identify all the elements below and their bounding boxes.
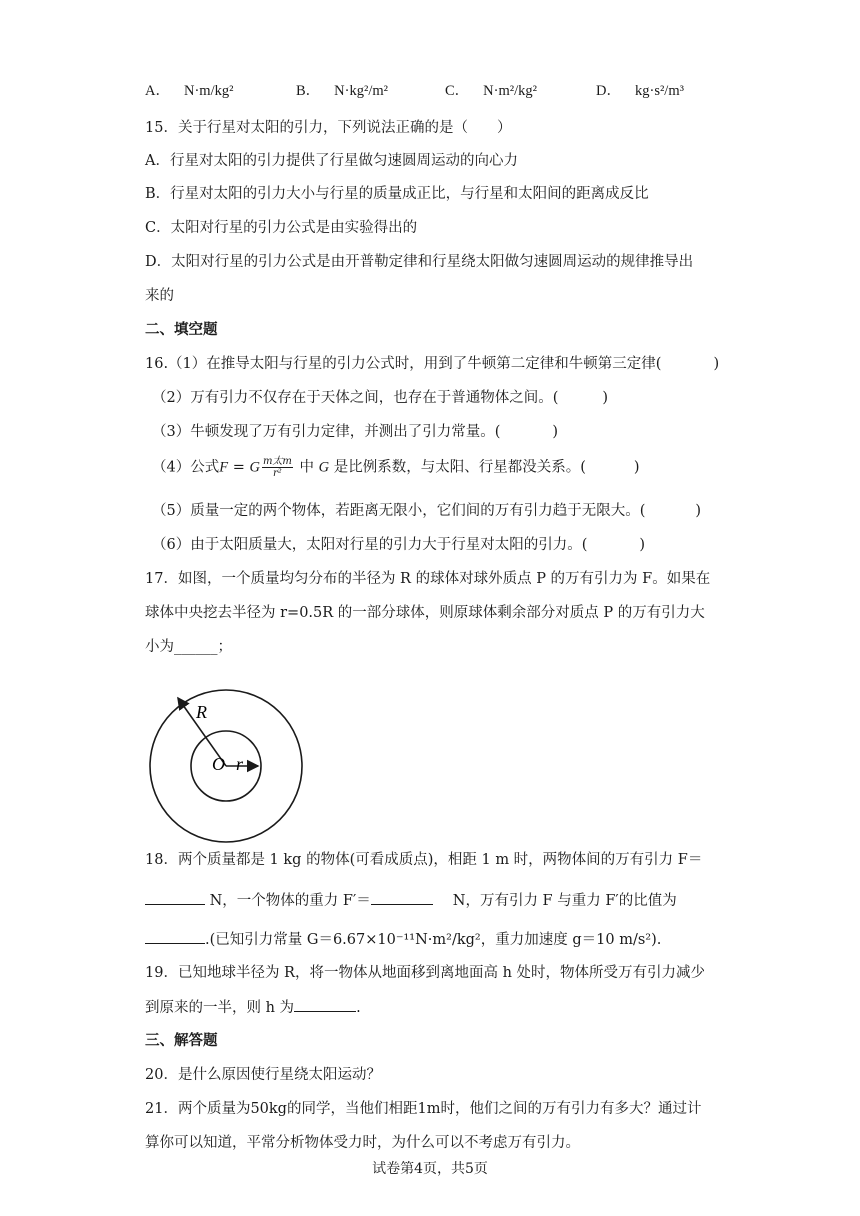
q15-option-d-cont: 来的	[145, 288, 174, 304]
q16-item-2: （2）万有引力不仅存在于天体之间，也存在于普通物体之间。( )	[152, 390, 609, 406]
section-fill-in-title: 二、填空题	[145, 321, 218, 338]
q16-item-4: （4）公式F = G $\frac{\text{m太m}}{\text{r²}}$ 中 G 是比例系数，与太阳、行星都没关系。( )	[152, 456, 640, 479]
q15-option-a: A．行星对太阳的引力提供了行星做匀速圆周运动的向心力	[145, 153, 518, 169]
q16-item-6: （6）由于太阳质量大，太阳对行星的引力大于行星对太阳的引力。( )	[152, 537, 646, 553]
q14-option-d: D． kg·s²/m³	[596, 83, 684, 99]
label-R: R	[196, 702, 207, 722]
q15-option-b: B．行星对太阳的引力大小与行星的质量成正比，与行星和太阳间的距离成反比	[145, 186, 649, 202]
sphere-diagram	[146, 686, 306, 846]
q16-item-5: （5）质量一定的两个物体，若距离无限小，它们间的万有引力趋于无限大。( )	[152, 503, 702, 519]
q21-line-2: 算你可以知道，平常分析物体受力时，为什么可以不考虑万有引力。	[145, 1135, 580, 1151]
q18-line-3: .(已知引力常量 G＝6.67×10⁻¹¹N·m²/kg²，重力加速度 g＝10 m/s²).	[145, 929, 661, 950]
formula-fraction: $\frac{\text{m太m}}{\text{r²}}$	[262, 456, 292, 479]
q14-option-b: B． N·kg²/m²	[296, 83, 388, 99]
label-r: r	[236, 754, 244, 774]
q15-stem: 15．关于行星对太阳的引力，下列说法正确的是（ ）	[145, 120, 512, 136]
answer-blank[interactable]	[145, 929, 205, 944]
answer-blank[interactable]	[145, 890, 205, 905]
q15-option-d: D．太阳对行星的引力公式是由开普勒定律和行星绕太阳做匀速圆周运动的规律推导出	[145, 254, 694, 270]
q16-item-3: （3）牛顿发现了万有引力定律，并测出了引力常量。( )	[152, 424, 559, 440]
q18-line-2: N，一个物体的重力 F′＝ N，万有引力 F 与重力 F′的比值为	[145, 890, 677, 911]
q19-line-1: 19．已知地球半径为 R，将一物体从地面移到离地面高 h 处时，物体所受万有引力减少	[145, 965, 706, 981]
section-answer-title: 三、解答题	[145, 1032, 218, 1049]
q17-line-1: 17．如图，一个质量均匀分布的半径为 R 的球体对球外质点 P 的万有引力为 F。如果在	[145, 571, 711, 587]
q17-line-2: 球体中央挖去半径为 r=0.5R 的一部分球体，则原球体剩余部分对质点 P 的万有引力大	[145, 605, 705, 621]
q14-option-c: C． N·m²/kg²	[445, 83, 537, 99]
page-footer: 试卷第4页，共5页	[372, 1161, 488, 1177]
q18-line-1: 18．两个质量都是 1 kg 的物体(可看成质点)，相距 1 m 时，两物体间的万有引力 F＝	[145, 852, 703, 868]
answer-blank[interactable]	[371, 890, 433, 905]
q19-line-2: 到原来的一半，则 h 为 .	[145, 997, 361, 1018]
q20-text: 20．是什么原因使行星绕太阳运动？	[145, 1067, 381, 1083]
q14-option-a: A． N·m/kg²	[145, 83, 234, 99]
q15-option-c: C．太阳对行星的引力公式是由实验得出的	[145, 220, 418, 236]
q21-line-1: 21．两个质量为50kg的同学，当他们相距1m时，他们之间的万有引力有多大？通过计	[145, 1101, 702, 1117]
q17-line-3: 小为______；	[145, 639, 232, 655]
answer-blank[interactable]	[294, 997, 356, 1012]
label-O: O	[212, 754, 225, 774]
q16-item-1: 16.（1）在推导太阳与行星的引力公式时，用到了牛顿第二定律和牛顿第三定律( )	[145, 356, 720, 372]
